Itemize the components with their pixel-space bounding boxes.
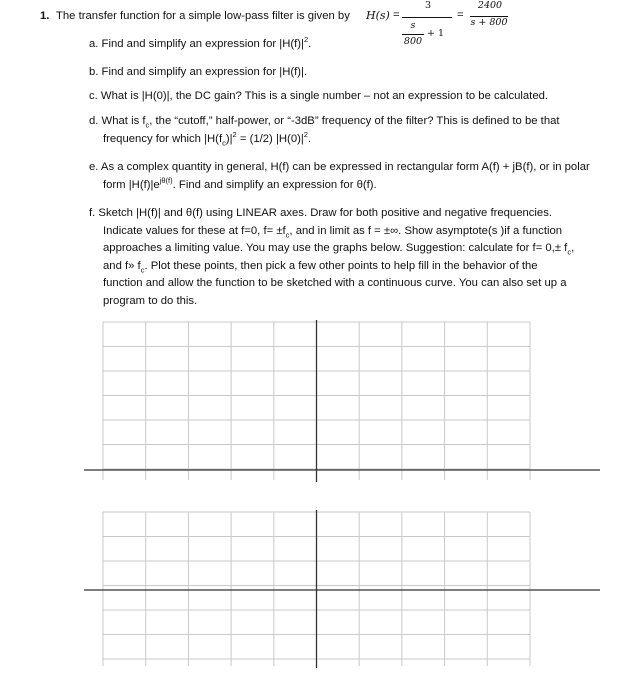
part-a-sup: 2 [303, 35, 309, 45]
fraction-2-denominator: s + 800 [470, 17, 508, 28]
phase-graph-grid[interactable] [84, 510, 600, 668]
plus-one: + 1 [427, 28, 445, 39]
part-f-line1: f. Sketch |H(f)| and θ(f) using LINEAR axes. Draw for both positive and negative frequencies. [89, 207, 552, 219]
part-f-line5: function and allow the function to be sketched with a continuous curve. You can also set up a [103, 277, 567, 289]
part-f-line2-post: , and in limit as f = ±∞. Show asymptote(s )if a function [289, 224, 563, 237]
part-f-line4-sub: c [140, 264, 145, 274]
part-d-line2-sup1: 2 [232, 129, 237, 139]
part-e-line2-pre: form |H(f)|e [103, 178, 160, 191]
part-d-line2-sup2: 2 [303, 129, 308, 139]
question-intro: The transfer function for a simple low-pass filter is given by [56, 10, 350, 22]
part-d-line2-pre: frequency for which |H(f [103, 132, 223, 145]
part-f-line3: approaches a limiting value. You may use the graphs below. Suggestion: calculate for f= 0,± f [103, 242, 568, 254]
part-b: b. Find and simplify an expression for |H(f)|. [89, 66, 308, 78]
part-c: c. What is |H(0)|, the DC gain? This is a single number – not an expression to be calculated. [89, 90, 549, 102]
part-f-line6: program to do this. [103, 294, 198, 307]
part-d-line2-mid: )| [225, 132, 233, 145]
question-number: 1. [40, 10, 50, 22]
part-e-line1: e. As a complex quantity in general, H(f) can be expressed in rectangular form A(f) + jB(f), or in polar [89, 161, 590, 173]
fraction-1-inner-numerator: s [410, 20, 416, 31]
equals-sign-2: = [457, 9, 464, 21]
part-d-line1-pre: d. What is f [89, 115, 146, 127]
part-d-line2-post: . [307, 132, 312, 145]
part-d-line1-sub: c [145, 120, 150, 130]
part-d-line2-mid2: = (1/2) |H(0)| [236, 132, 304, 145]
part-f-line4-post: . Plot these points, then pick a few other points to help fill in the behavior of the [144, 259, 538, 272]
part-f-line4-pre: and f» f [103, 259, 141, 272]
part-f-line3-post: , [571, 242, 575, 254]
fraction-1-inner-denominator: 800 [403, 36, 423, 47]
part-f-line3-sub: c [567, 247, 572, 257]
part-e-line2-sup: jθ(f) [159, 175, 173, 185]
magnitude-graph-grid[interactable] [84, 320, 600, 482]
part-e-line2-post: . Find and simplify an expression for θ(f). [172, 178, 377, 191]
fraction-2-numerator: 2400 [477, 0, 503, 11]
transfer-function-label: H(s) [366, 9, 390, 22]
part-d-line1-post: , the “cutoff,” half-power, or “-3dB” frequency of the filter? This is defined to be that [149, 115, 560, 127]
fraction-1-numerator: 3 [424, 0, 432, 11]
equals-sign-1: = [393, 9, 400, 21]
part-f-line2-sub: c [285, 229, 290, 239]
part-a-post: . [308, 38, 312, 50]
part-a-text: a. Find and simplify an expression for |H(f)| [89, 38, 304, 50]
part-f-line2-pre: Indicate values for these at f=0, f= ±f [103, 224, 286, 237]
part-d-line2-sub: c [222, 137, 226, 147]
